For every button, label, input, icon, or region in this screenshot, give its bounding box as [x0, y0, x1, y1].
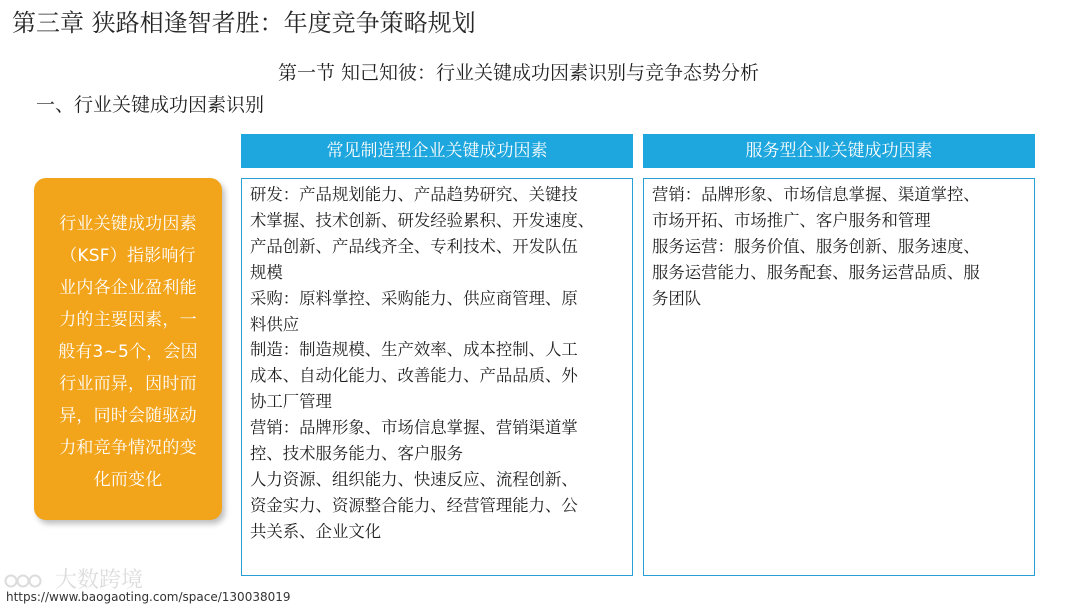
section-title: 第一节 知己知彼：行业关键成功因素识别与竞争态势分析 [278, 62, 760, 84]
ksf-definition-text [52, 208, 204, 496]
ksf-definition-line: 般有3~5个，会因 [58, 342, 198, 362]
ksf-definition-line: 业内各企业盈利能 [59, 278, 197, 298]
manufacturing-factor-line: 人力资源、组织能力、快速反应、流程创新、 [250, 469, 578, 489]
ksf-definition-line: 行业而异，因时而 [59, 374, 197, 394]
service-column-header: 服务型企业关键成功因素 [643, 134, 1035, 168]
manufacturing-factor-line: 共关系、企业文化 [250, 521, 382, 541]
service-factor-line: 营销：品牌形象、市场信息掌握、渠道掌控、 [652, 185, 980, 204]
manufacturing-factor-line: 协工厂管理 [250, 392, 332, 412]
manufacturing-factor-line: 术掌握、技术创新、研发经验累积、开发速度、 [250, 210, 595, 230]
manufacturing-factor-line: 资金实力、资源整合能力、经营管理能力、公 [250, 495, 578, 515]
manufacturing-factor-line: 产品创新、产品线齐全、专利技术、开发队伍 [250, 236, 578, 256]
service-factors-list [652, 182, 1028, 312]
ksf-definition-line: 力的主要因素，一 [59, 310, 197, 330]
service-factor-line: 服务运营能力、服务配套、服务运营品质、服 [652, 262, 980, 282]
manufacturing-factor-line: 研发：产品规划能力、产品趋势研究、关键技 [250, 185, 578, 204]
manufacturing-factor-line: 料供应 [250, 314, 300, 334]
ksf-definition-line: 力和竞争情况的变 [59, 438, 197, 458]
service-factor-line: 务团队 [652, 288, 702, 308]
service-factors-panel [643, 178, 1035, 576]
footer-url-link[interactable]: https://www.baogaoting.com/space/130038019 [6, 590, 291, 604]
service-factor-line: 市场开拓、市场推广、客户服务和管理 [652, 210, 931, 230]
manufacturing-factors-panel [241, 178, 633, 576]
service-factor-line: 服务运营：服务价值、服务创新、服务速度、 [652, 236, 980, 256]
manufacturing-factor-line: 规模 [250, 262, 283, 282]
chapter-title: 第三章 狭路相逢智者胜：年度竞争策略规划 [12, 9, 476, 37]
subheading: 一、行业关键成功因素识别 [36, 94, 265, 116]
manufacturing-factor-line: 制造：制造规模、生产效率、成本控制、人工 [250, 340, 578, 360]
manufacturing-column-header: 常见制造型企业关键成功因素 [241, 134, 633, 168]
manufacturing-factor-line: 采购：原料掌控、采购能力、供应商管理、原 [250, 288, 578, 308]
ksf-definition-line: （KSF）指影响行 [60, 246, 196, 266]
watermark-logo-icon [4, 572, 44, 590]
ksf-definition-line: 化而变化 [93, 470, 163, 490]
manufacturing-factors-list [250, 182, 626, 545]
manufacturing-factor-line: 控、技术服务能力、客户服务 [250, 444, 464, 464]
manufacturing-factor-line: 成本、自动化能力、改善能力、产品品质、外 [250, 366, 578, 386]
manufacturing-factor-line: 营销：品牌形象、市场信息掌握、营销渠道掌 [250, 418, 578, 438]
ksf-definition-line: 异，同时会随驱动 [59, 406, 197, 426]
ksf-definition-line: 行业关键成功因素 [59, 214, 197, 234]
watermark-text: 大数跨境 [55, 568, 144, 593]
